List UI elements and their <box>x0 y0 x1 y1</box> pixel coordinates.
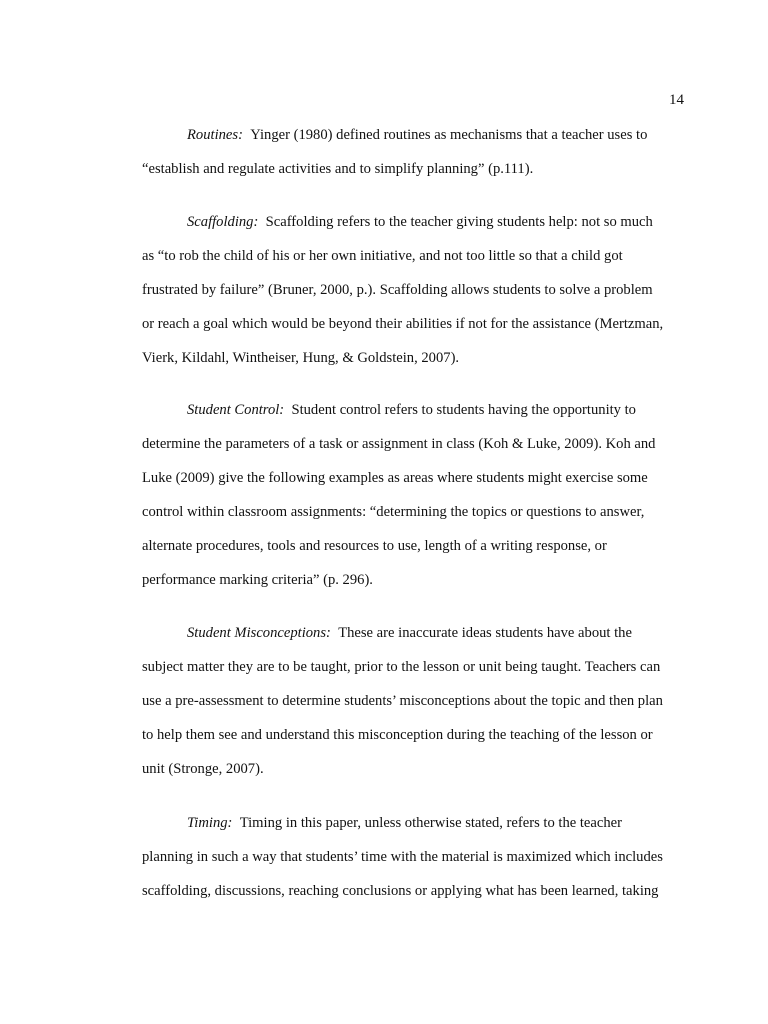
definition-line: Luke (2009) give the following examples as areas where students might exercise some <box>142 470 648 486</box>
definition-line: Yinger (1980) defined routines as mechanisms that a teacher uses to <box>250 127 648 143</box>
definition-line: These are inaccurate ideas students have about the <box>338 625 632 641</box>
definition-line: Student control refers to students having the opportunity to <box>291 402 636 418</box>
definition-line: alternate procedures, tools and resources to use, length of a writing response, or <box>142 538 607 554</box>
definition-scaffolding <box>142 205 688 375</box>
definition-line: performance marking criteria” (p. 296). <box>142 572 373 588</box>
definition-student-control <box>142 393 688 597</box>
definition-line: unit (Stronge, 2007). <box>142 761 264 777</box>
term-student-misconceptions: Student Misconceptions: <box>187 625 331 641</box>
definition-line: subject matter they are to be taught, prior to the lesson or unit being taught. Teachers can <box>142 659 661 675</box>
definition-line: to help them see and understand this misconception during the teaching of the lesson or <box>142 727 653 743</box>
definition-line: “establish and regulate activities and to simplify planning” (p.111). <box>142 161 534 177</box>
definition-line: determine the parameters of a task or assignment in class (Koh & Luke, 2009). Koh and <box>142 436 656 452</box>
definition-line: or reach a goal which would be beyond their abilities if not for the assistance (Mertzman, <box>142 316 664 332</box>
definition-line: as “to rob the child of his or her own initiative, and not too little so that a child got <box>142 248 623 264</box>
term-routines: Routines: <box>187 127 243 143</box>
definition-line: planning in such a way that students’ time with the material is maximized which includes <box>142 849 663 865</box>
definition-line: Vierk, Kildahl, Wintheiser, Hung, & Goldstein, 2007). <box>142 350 460 366</box>
term-student-control: Student Control: <box>187 402 285 418</box>
definition-line: Scaffolding refers to the teacher giving students help: not so much <box>265 214 653 230</box>
definition-line: Timing in this paper, unless otherwise stated, refers to the teacher <box>239 815 622 831</box>
definition-routines <box>142 118 688 186</box>
definition-line: scaffolding, discussions, reaching conclusions or applying what has been learned, taking <box>142 883 659 899</box>
term-timing: Timing: <box>187 815 233 831</box>
definition-line: control within classroom assignments: “determining the topics or questions to answer, <box>142 504 645 520</box>
definition-line: frustrated by failure” (Bruner, 2000, p.). Scaffolding allows students to solve a problem <box>142 282 653 298</box>
definition-student-misconceptions <box>142 616 688 786</box>
page-number: 14 <box>669 92 684 108</box>
definition-timing <box>142 806 688 908</box>
term-scaffolding: Scaffolding: <box>187 214 259 230</box>
definition-line: use a pre-assessment to determine students’ misconceptions about the topic and then plan <box>142 693 663 709</box>
